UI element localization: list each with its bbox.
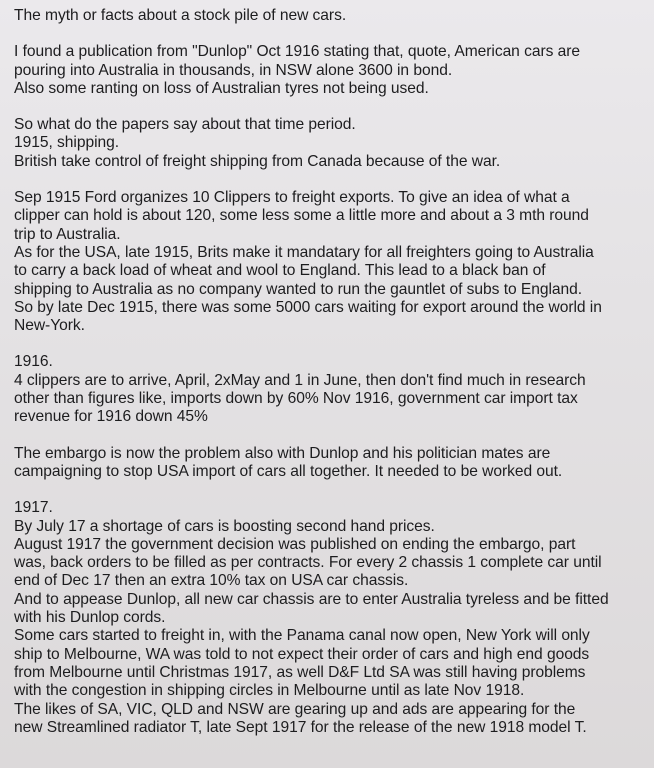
text-line: So what do the papers say about that time period. xyxy=(14,116,356,134)
text-line: New-York. xyxy=(14,317,85,335)
paragraph xyxy=(14,189,648,335)
text-line: end of Dec 17 then an extra 10% tax on USA car chassis. xyxy=(14,572,409,590)
text-line: shipping to Australia as no company wanted to run the gauntlet of subs to England. xyxy=(14,280,583,298)
text-line: 1917. xyxy=(14,499,53,517)
text-line: British take control of freight shipping from Canada because of the war. xyxy=(14,152,501,170)
paragraph xyxy=(14,499,648,737)
paragraph xyxy=(14,43,648,98)
text-line: new Streamlined radiator T, late Sept 1917 for the release of the new 1918 model T. xyxy=(14,718,587,736)
text-line: to carry a back load of wheat and wool to England. This lead to a black ban of xyxy=(14,262,546,280)
text-line: 1915, shipping. xyxy=(14,134,120,152)
text-line: with the congestion in shipping circles in Melbourne until as late Nov 1918. xyxy=(14,682,525,700)
document-body xyxy=(14,43,648,737)
text-line: So by late Dec 1915, there was some 5000 cars waiting for export around the world in xyxy=(14,298,602,316)
paragraph xyxy=(14,445,648,482)
text-line: pouring into Australia in thousands, in NSW alone 3600 in bond. xyxy=(14,61,453,79)
text-line: I found a publication from "Dunlop" Oct 1916 stating that, quote, American cars are xyxy=(14,43,581,61)
document-title: The myth or facts about a stock pile of new cars. xyxy=(14,7,347,24)
text-line: trip to Australia. xyxy=(14,225,121,243)
text-line: The likes of SA, VIC, QLD and NSW are gearing up and ads are appearing for the xyxy=(14,700,576,718)
paragraph xyxy=(14,353,648,426)
text-line: 1916. xyxy=(14,353,53,371)
text-line: Sep 1915 Ford organizes 10 Clippers to freight exports. To give an idea of what a xyxy=(14,189,570,207)
text-line: By July 17 a shortage of cars is boosting second hand prices. xyxy=(14,517,435,535)
text-line: The embargo is now the problem also with Dunlop and his politician mates are xyxy=(14,444,551,462)
text-line: ship to Melbourne, WA was told to not expect their order of cars and high end goods xyxy=(14,645,590,663)
text-line: clipper can hold is about 120, some less some a little more and about a 3 mth round xyxy=(14,207,589,225)
text-line: As for the USA, late 1915, Brits make it mandatary for all freighters going to Australia xyxy=(14,243,594,261)
text-line: And to appease Dunlop, all new car chassis are to enter Australia tyreless and be fitted xyxy=(14,590,609,608)
paragraph xyxy=(14,116,648,171)
text-line: 4 clippers are to arrive, April, 2xMay and 1 in June, then don't find much in research xyxy=(14,371,586,389)
text-line: other than figures like, imports down by 60% Nov 1916, government car import tax xyxy=(14,390,578,408)
text-line: from Melbourne until Christmas 1917, as well D&F Ltd SA was still having problems xyxy=(14,663,586,681)
text-line: Also some ranting on loss of Australian tyres not being used. xyxy=(14,79,429,97)
text-line: with his Dunlop cords. xyxy=(14,609,166,627)
text-line: August 1917 the government decision was published on ending the embargo, part xyxy=(14,535,576,553)
text-line: revenue for 1916 down 45% xyxy=(14,408,208,426)
text-line: Some cars started to freight in, with the Panama canal now open, New York will only xyxy=(14,627,590,645)
text-line: was, back orders to be filled as per contracts. For every 2 chassis 1 complete car until xyxy=(14,554,602,572)
text-line: campaigning to stop USA import of cars all together. It needed to be worked out. xyxy=(14,462,563,480)
